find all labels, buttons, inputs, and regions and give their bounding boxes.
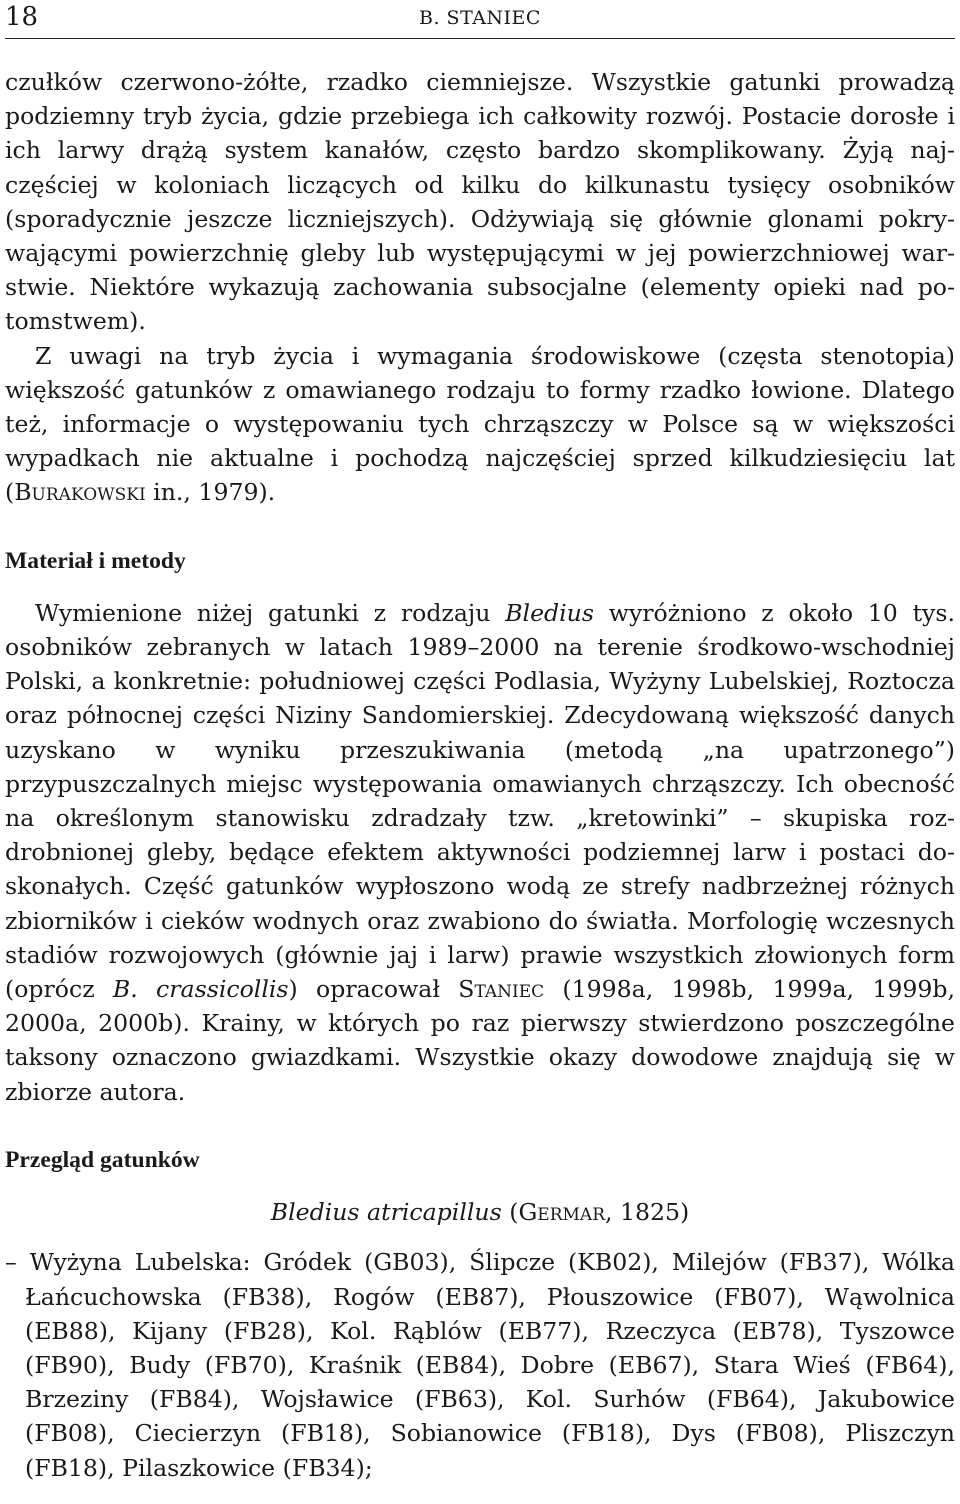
paragraph-intro-2 (5, 339, 955, 510)
paragraph-methods (5, 596, 955, 1109)
section-heading-methods: Materiał i metody (5, 547, 186, 574)
text-run: ( (501, 1198, 519, 1227)
genus-name: Bledius (505, 598, 594, 627)
text-run: Z uwagi na tryb życia i wymagania środowiskowe (częsta stenotopia) większość gatunków z omawianego rodzaju to formy rzadko łowione. Dlatego też, informacje o występowaniu tych chrząszczy w Polsce są w większości wypadkach nie aktualne i pochodzą najczęściej sprzed kilkudziesięciu lat ( (5, 341, 955, 507)
author-name: Staniec (458, 975, 545, 1004)
species-heading (5, 1195, 955, 1229)
paragraph-intro-1: czułków czerwono-żółte, rzadko ciemniejsze. Wszystkie gatunki prowadzą podziemny tryb życia, gdzie przebiega ich całkowity rozwój. Postacie dorosłe i ich larwy drążą system kanałów, często bardzo skomplikowany. Żyją najczęściej w koloniach liczących od kilku do kilkunastu tysięcy osobników (sporadycznie jeszcze liczniejszych). Odżywiają się głównie glonami pokrywającymi powierzchnię gleby lub występującymi w jej powierzchniowej warstwie. Niektóre wykazują zachowania subsocjalne (elementy opieki nad potomstwem). (5, 68, 955, 336)
text-run: Wymienione niżej gatunki z rodzaju (35, 598, 506, 627)
running-head: B. STANIEC (419, 7, 541, 29)
text-run: , 1825) (605, 1198, 690, 1227)
text-run: wyróżniono z około 10 tys. osobników zebranych w latach 1989–2000 na terenie środkowo-wschodniej Polski, a konkretnie: południowej części Podlasia, Wyżyny Lubelskiej, Roztocza oraz północnej części Niziny Sandomierskiej. Zdecydowaną większość danych uzyskano w wyniku przeszukiwania (metodą „na upatrzonego”) przypuszczalnych miejsc występowania omawianych chrząszczy. Ich obecność na określonym stanowisku zdradzały tzw. „kretowinki” – skupiska rozdrobnionej gleby, będące efektem aktywności podziemnej larw i postaci doskonałych. Część gatunków wypłoszono wodą ze strefy nadbrzeżnej różnych zbiorników i cieków wodnych oraz zwabiono do światła. Morfologię wczesnych stadiów rozwojowych (głównie jaj i larw) prawie wszystkich złowionych form (oprócz (5, 598, 955, 1004)
section-heading-review: Przegląd gatunków (5, 1146, 200, 1173)
locality-list: – Wyżyna Lubelska: Gródek (GB03), Ślipcze (KB02), Milejów (FB37), Wólka Łańcuchowska (FB38), Rogów (EB87), Płouszowice (FB07), Wąwolnica (EB88), Kijany (FB28), Kol. Rąblów (EB77), Rzeczyca (EB78), Tyszowce (FB90), Budy (FB70), Kraśnik (EB84), Dobre (EB67), Stara Wieś (FB64), Brzeziny (FB84), Wojsławice (FB63), Kol. Surhów (FB64), Jakubowice (FB08), Ciecierzyn (FB18), Sobianowice (FB18), Dys (FB08), Pliszczyn (FB18), Pilaszkowice (FB34); (5, 1248, 955, 1482)
text-run: ) opracował (288, 975, 459, 1004)
author-name: Germar (518, 1198, 605, 1227)
text-run: in., 1979). (145, 478, 276, 507)
author-name: Burakowski (14, 478, 146, 507)
species-name: Bledius atricapillus (270, 1198, 502, 1227)
body-text (5, 65, 955, 1485)
page-number: 18 (5, 2, 39, 32)
species-name: B. crassicollis (112, 975, 289, 1004)
text-run: (1998a, 1998b, 1999a, 1999b, 2000a, 2000b). Krainy, w których po raz pierwszy stwierdzono poszczególne taksony oznaczono gwiazdkami. Wszystkie okazy dowodowe znajdują się w zbiorze autora. (5, 975, 955, 1106)
page-header (5, 0, 955, 39)
